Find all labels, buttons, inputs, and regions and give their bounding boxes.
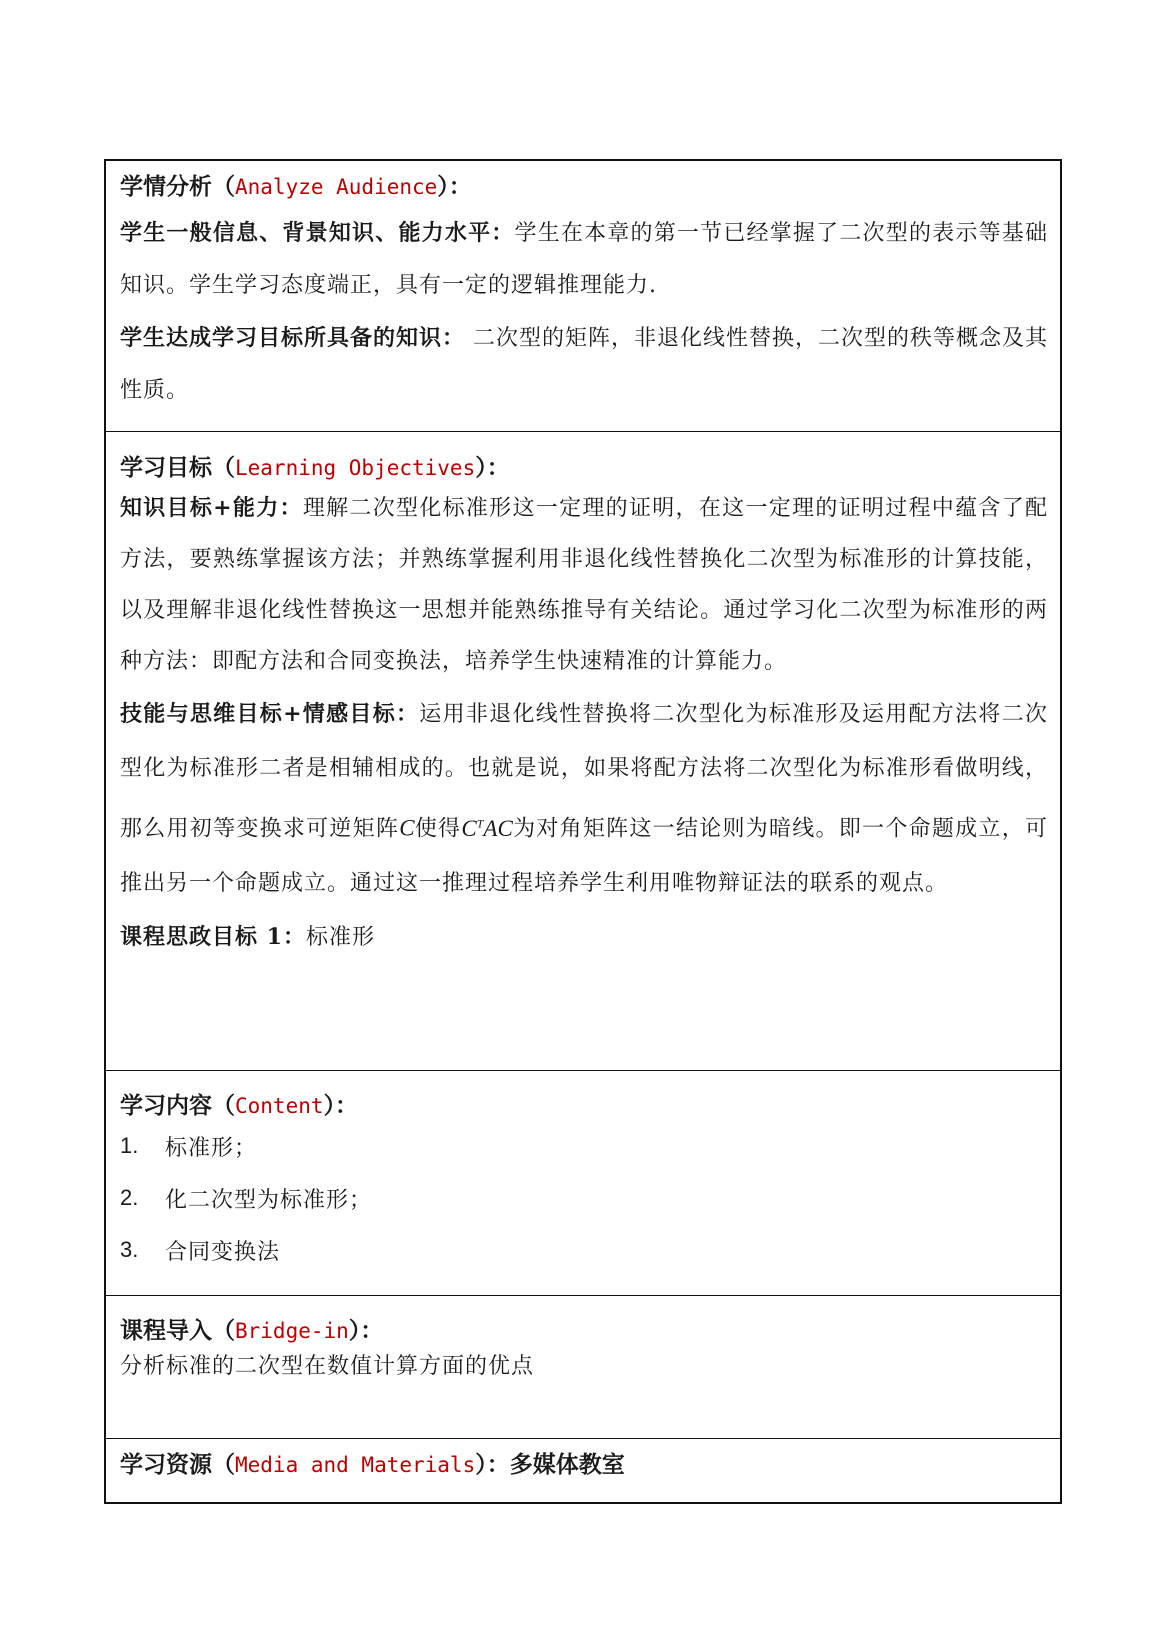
paragraph-label: 知识目标+能力： — [120, 495, 303, 521]
paragraph-knowledge-objective: 知识目标+能力：理解二次型化标准形这一定理的证明，在这一定理的证明过程中蕴含了配方法，要熟练掌握该方法；并熟练掌握利用非退化线性替换化二次型为标准形的计算技能，以及理解非退化线性替换这一思想并能熟练推导有关结论。通过学习化二次型为标准形的两种方法：即配方法和合同变换法，培养学生快速精准的计算能力。 — [120, 495, 1048, 674]
heading-english: Analyze Audience — [235, 175, 438, 199]
paragraph-label: 技能与思维目标+情感目标： — [120, 701, 420, 727]
section-bridge-in — [106, 1317, 1060, 1439]
paragraph-label: 课程思政目标 1： — [120, 923, 306, 950]
paragraph-skill-objective: 技能与思维目标+情感目标：运用非退化线性替换将二次型化为标准形及运用配方法将二次型化为标准形二者是相辅相成的。也就是说，如果将配方法将二次型化为标准形看做明线，那么用初等变换求可逆矩阵C使得$C^TAC$为对角矩阵这一结论则为暗线。即一个命题成立，可推出另一个命题成立。通过这一推理过程培养学生利用唯物辩证法的联系的观点。 — [120, 701, 1048, 896]
list-item: 1. 标准形； — [120, 1133, 258, 1161]
section-media — [106, 1451, 1060, 1502]
heading-english: Media and Materials — [235, 1453, 476, 1477]
section-analyze-audience — [106, 173, 1060, 432]
list-item: 2. 化二次型为标准形； — [120, 1185, 373, 1213]
bridge-in-text: 分析标准的二次型在数值计算方面的优点 — [120, 1354, 535, 1379]
paragraph-ideology-objective: 课程思政目标 1：标准形 — [120, 923, 375, 950]
section-heading: 学习内容（Content）： — [120, 1092, 359, 1119]
section-heading: 学情分析（Analyze Audience）： — [120, 173, 472, 200]
section-heading: 课程导入（Bridge-in）： — [120, 1317, 384, 1344]
paragraph-prerequisite: 学生达成学习目标所具备的知识： 二次型的矩阵，非退化线性替换，二次型的秩等概念及其性质。 — [120, 325, 1049, 403]
list-number: 3. — [120, 1237, 139, 1262]
section-heading: 学习资源（Media and Materials）：多媒体教室 — [120, 1451, 625, 1478]
math-matrix-c: C — [399, 815, 415, 841]
paragraph-background: 学生一般信息、背景知识、能力水平：学生在本章的第一节已经掌握了二次型的表示等基础知识。学生学习态度端正，具有一定的逻辑推理能力. — [120, 220, 1048, 298]
heading-english: Content — [235, 1094, 324, 1118]
lesson-plan-table — [104, 159, 1062, 1504]
section-content — [106, 1092, 1060, 1296]
math-ct-ac: $C^TAC$ — [461, 815, 513, 841]
list-number: 2. — [120, 1185, 139, 1210]
content-list — [120, 1120, 1048, 1276]
list-item: 3. 合同变换法 — [120, 1237, 281, 1265]
paragraph-label: 学生达成学习目标所具备的知识： — [120, 325, 466, 351]
media-value: 多媒体教室 — [509, 1451, 625, 1478]
heading-english: Learning Objectives — [235, 456, 476, 480]
paragraph-label: 学生一般信息、背景知识、能力水平： — [120, 220, 515, 246]
heading-english: Bridge-in — [235, 1319, 349, 1343]
section-learning-objectives — [106, 454, 1060, 1071]
section-heading: 学习目标（Learning Objectives）： — [120, 454, 510, 481]
list-number: 1. — [120, 1133, 139, 1158]
